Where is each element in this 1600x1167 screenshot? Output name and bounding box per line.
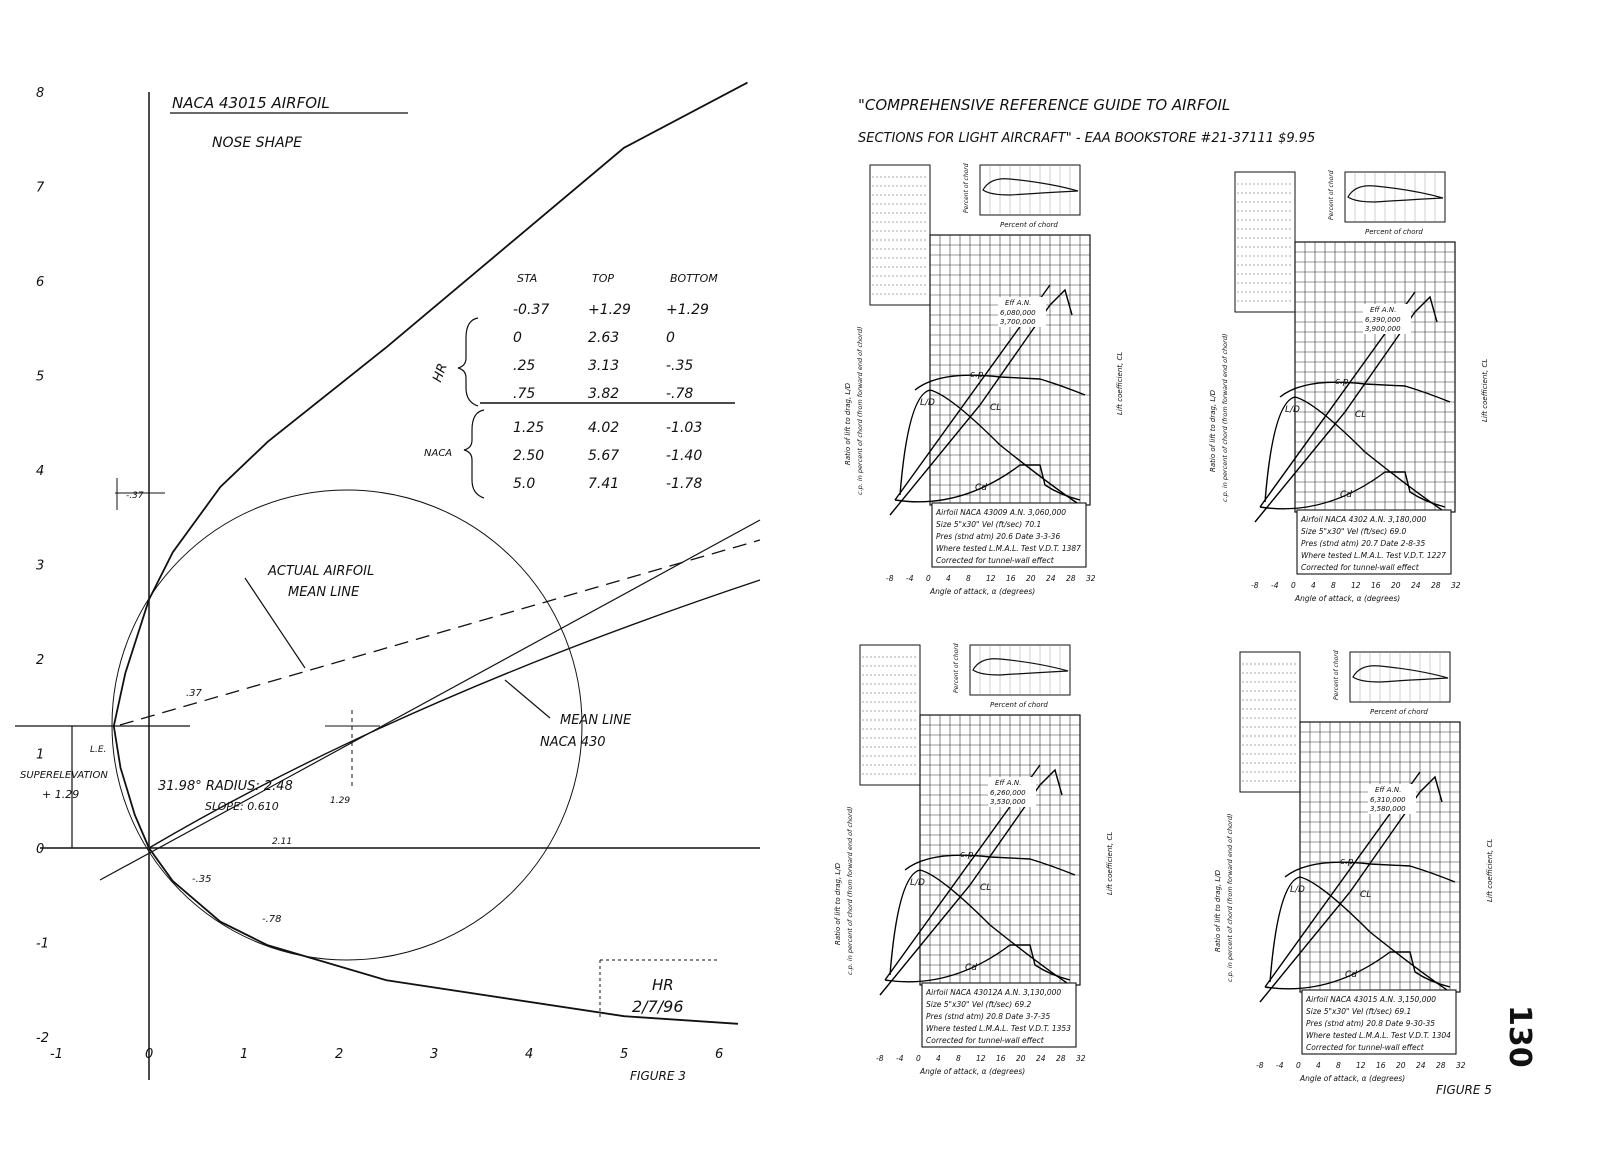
x-tick-label: 0 — [1291, 581, 1296, 590]
x-tick-label: 4 — [936, 1054, 941, 1063]
x-tick-label: 8 — [1331, 581, 1336, 590]
curve-label-ld: L/D — [1285, 405, 1300, 415]
section-side-label: Percent of chord — [1333, 650, 1340, 700]
airfoil-chart-panel — [844, 163, 1124, 596]
left-axis-label: Ratio of lift to drag, L/D — [834, 862, 842, 945]
airfoil-chart-panel — [1209, 170, 1489, 603]
table-cell: 4.02 — [588, 420, 620, 436]
plot-subtitle: NOSE SHAPE — [212, 135, 302, 151]
x-tick-label: 4 — [1316, 1061, 1321, 1070]
table-cell: .25 — [513, 358, 536, 374]
test-condition-line: Airfoil NACA 43015 A.N. 3,150,000 — [1306, 995, 1437, 1004]
label-mean-line-2: NACA 430 — [540, 735, 606, 750]
curve-label-cp: c.p. — [1340, 857, 1357, 867]
table-cell: +1.29 — [588, 302, 631, 318]
x-tick-label: 16 — [1006, 574, 1016, 583]
figure-5-caption: FIGURE 5 — [1436, 1083, 1492, 1097]
x-tick-label: 1 — [240, 1047, 249, 1062]
x-tick-label: 4 — [946, 574, 951, 583]
eff-an-value-2: 3,580,000 — [1370, 805, 1406, 813]
y-tick-label: 4 — [36, 464, 45, 479]
section-axis-label: Percent of chord — [990, 701, 1048, 709]
eff-an-value-1: 6,260,000 — [990, 789, 1026, 797]
x-tick-label: 32 — [1456, 1061, 1466, 1070]
x-tick-label: 0 — [916, 1054, 921, 1063]
figure-3-nose-shape-plot — [15, 83, 760, 1080]
x-tick-label: 20 — [1391, 581, 1401, 590]
x-tick-label: 6 — [715, 1047, 724, 1062]
table-cell: 3.82 — [588, 386, 620, 402]
right-axis-label: Lift coefficient, CL — [1481, 358, 1489, 422]
x-tick-label: -4 — [1271, 581, 1279, 590]
x-tick-label: 16 — [1371, 581, 1381, 590]
table-cell: -1.78 — [666, 476, 703, 492]
x-tick-label: 28 — [1056, 1054, 1066, 1063]
table-cell: +1.29 — [666, 302, 709, 318]
x-tick-label: 2 — [335, 1047, 344, 1062]
eff-an-value-1: 6,080,000 — [1000, 309, 1036, 317]
section-side-label: Percent of chord — [963, 163, 970, 213]
y-tick-label: 7 — [36, 180, 45, 196]
x-tick-label: 20 — [1396, 1061, 1406, 1070]
x-tick-label: 28 — [1436, 1061, 1446, 1070]
y-tick-label: 3 — [36, 558, 45, 574]
x-tick-label: 4 — [525, 1047, 534, 1062]
mean-line-leader — [505, 680, 550, 718]
airfoil-section-shape — [1348, 186, 1443, 202]
test-condition-line: Size 5"x30" Vel (ft/sec) 69.1 — [1306, 1007, 1412, 1016]
table-cell: 0 — [513, 330, 522, 346]
label-radius: 31.98° RADIUS: 2.48 — [158, 779, 293, 794]
table-group-naca: NACA — [424, 448, 453, 459]
curve-label-ld: L/D — [1290, 885, 1305, 895]
x-tick-label: 32 — [1086, 574, 1096, 583]
curve-label-cd: Cd — [975, 483, 987, 493]
curve-label-cd: Cd — [965, 963, 977, 973]
label-le-1: L.E. — [90, 745, 107, 755]
table-cell: -1.03 — [666, 420, 703, 436]
x-tick-label: 16 — [996, 1054, 1006, 1063]
section-axis-label: Percent of chord — [1000, 221, 1058, 229]
figure-3-text — [20, 86, 723, 1083]
test-condition-line: Pres (stnd atm) 20.6 Date 3-3-36 — [936, 532, 1061, 541]
table-header: BOTTOM — [670, 272, 718, 285]
eff-an-value-1: 6,310,000 — [1370, 796, 1406, 804]
x-tick-label: 8 — [956, 1054, 961, 1063]
label-dim-037b: .37 — [186, 688, 202, 699]
x-tick-label: 4 — [1311, 581, 1316, 590]
test-condition-line: Corrected for tunnel-wall effect — [1301, 563, 1419, 572]
label-slope: SLOPE: 0.610 — [205, 800, 279, 813]
eff-an-label: Eff A.N. — [995, 779, 1022, 787]
source-citation-line-1: "COMPREHENSIVE REFERENCE GUIDE TO AIRFOIL — [858, 96, 1231, 114]
plot-title: NACA 43015 AIRFOIL — [172, 94, 330, 112]
table-cell: 3.13 — [588, 358, 620, 374]
curve-label-cl: CL — [990, 403, 1002, 413]
eff-an-label: Eff A.N. — [1005, 299, 1032, 307]
table-cell: 7.41 — [588, 476, 620, 492]
left-axis-label: Ratio of lift to drag, L/D — [1209, 389, 1217, 472]
curve-label-cp: c.p. — [960, 850, 977, 860]
test-condition-line: Airfoil NACA 4302 A.N. 3,180,000 — [1301, 515, 1427, 524]
label-date: 2/7/96 — [632, 997, 684, 1016]
airfoil-chart-panel — [834, 643, 1114, 1076]
label-dim-129: 1.29 — [330, 796, 351, 806]
source-citation-line-2: SECTIONS FOR LIGHT AIRCRAFT" - EAA BOOKSTORE #21-37111 $9.95 — [858, 131, 1316, 146]
y-tick-label: 8 — [36, 86, 45, 101]
eff-an-value-2: 3,530,000 — [990, 798, 1026, 806]
table-cell: 5.0 — [513, 476, 536, 492]
airfoil-top-surface — [114, 83, 748, 727]
curve-label-cd: Cd — [1340, 490, 1352, 500]
x-axis-label: Angle of attack, α (degrees) — [930, 587, 1036, 596]
x-tick-label: 24 — [1416, 1061, 1426, 1070]
figure-5-airfoil-data-charts — [834, 96, 1537, 1097]
test-condition-line: Where tested L.M.A.L. Test V.D.T. 1387 — [936, 544, 1081, 553]
x-tick-label: -8 — [886, 574, 894, 583]
x-tick-label: 32 — [1076, 1054, 1086, 1063]
eff-an-label: Eff A.N. — [1375, 786, 1402, 794]
x-axis-label: Angle of attack, α (degrees) — [1300, 1074, 1406, 1083]
test-condition-line: Airfoil NACA 43009 A.N. 3,060,000 — [936, 508, 1067, 517]
test-condition-line: Size 5"x30" Vel (ft/sec) 69.0 — [1301, 527, 1407, 536]
table-cell: -0.37 — [513, 302, 550, 318]
y-tick-label: -1 — [36, 936, 49, 952]
x-tick-label: 8 — [1336, 1061, 1341, 1070]
x-tick-label: 28 — [1431, 581, 1441, 590]
y-tick-label: 1 — [36, 747, 45, 763]
test-condition-line: Size 5"x30" Vel (ft/sec) 69.2 — [926, 1000, 1032, 1009]
x-tick-label: -8 — [1256, 1061, 1264, 1070]
table-cell: -.78 — [666, 386, 694, 402]
test-condition-line: Where tested L.M.A.L. Test V.D.T. 1353 — [926, 1024, 1071, 1033]
x-tick-label: 24 — [1411, 581, 1421, 590]
test-condition-line: Where tested L.M.A.L. Test V.D.T. 1304 — [1306, 1031, 1451, 1040]
cp-axis-label: c.p. in percent of chord (from forward end of chord) — [856, 326, 864, 495]
y-tick-label: 0 — [36, 842, 45, 857]
eff-an-label: Eff A.N. — [1370, 306, 1397, 314]
y-tick-label: 5 — [36, 369, 45, 385]
curve-label-ld: L/D — [920, 398, 935, 408]
table-cell: 0 — [666, 330, 675, 346]
x-tick-label: 28 — [1066, 574, 1076, 583]
right-axis-label: Lift coefficient, CL — [1106, 831, 1114, 895]
cp-axis-label: c.p. in percent of chord (from forward end of chord) — [1221, 333, 1229, 502]
x-tick-label: -4 — [896, 1054, 904, 1063]
x-tick-label: -4 — [1276, 1061, 1284, 1070]
drag-coefficient-curve — [1260, 472, 1445, 509]
test-condition-line: Airfoil NACA 43012A A.N. 3,130,000 — [926, 988, 1062, 997]
test-condition-line: Pres (stnd atm) 20.8 Date 9-30-35 — [1306, 1019, 1436, 1028]
table-cell: -.35 — [666, 358, 694, 374]
section-axis-label: Percent of chord — [1370, 708, 1428, 716]
table-header: STA — [517, 272, 538, 285]
airfoil-section-shape — [983, 179, 1078, 195]
left-axis-label: Ratio of lift to drag, L/D — [844, 382, 852, 465]
airfoil-chart-panel — [1214, 650, 1494, 1083]
x-tick-label: 0 — [1296, 1061, 1301, 1070]
actual-mean-line — [120, 540, 760, 725]
x-tick-label: 32 — [1451, 581, 1461, 590]
label-dim-35: -.35 — [192, 874, 212, 885]
test-condition-line: Where tested L.M.A.L. Test V.D.T. 1227 — [1301, 551, 1446, 560]
eff-an-value-2: 3,700,000 — [1000, 318, 1036, 326]
drag-coefficient-curve — [1265, 952, 1450, 989]
right-axis-label: Lift coefficient, CL — [1116, 351, 1124, 415]
table-cell: -1.40 — [666, 448, 703, 464]
table-header: TOP — [592, 272, 615, 285]
x-tick-label: -4 — [906, 574, 914, 583]
table-cell: 2.63 — [588, 330, 620, 346]
x-tick-label: -8 — [876, 1054, 884, 1063]
curve-label-cp: c.p. — [1335, 377, 1352, 387]
test-condition-line: Corrected for tunnel-wall effect — [936, 556, 1054, 565]
x-tick-label: 5 — [620, 1047, 629, 1062]
y-tick-label: 6 — [36, 275, 45, 290]
section-side-label: Percent of chord — [953, 643, 960, 693]
label-dim-037: -.37 — [126, 491, 144, 501]
hr-brace — [458, 318, 478, 406]
x-axis-label: Angle of attack, α (degrees) — [920, 1067, 1026, 1076]
label-actual-mean-line-1: ACTUAL AIRFOIL — [268, 564, 375, 579]
section-axis-label: Percent of chord — [1365, 228, 1423, 236]
x-tick-label: 0 — [926, 574, 931, 583]
cp-axis-label: c.p. in percent of chord (from forward end of chord) — [846, 806, 854, 975]
eff-an-value-2: 3,900,000 — [1365, 325, 1401, 333]
x-tick-label: 20 — [1016, 1054, 1026, 1063]
test-condition-line: Pres (stnd atm) 20.7 Date 2-8-35 — [1301, 539, 1426, 548]
x-tick-label: 12 — [1356, 1061, 1366, 1070]
curve-label-cd: Cd — [1345, 970, 1357, 980]
x-tick-label: 24 — [1046, 574, 1056, 583]
curve-label-cp: c.p. — [970, 370, 987, 380]
curve-label-cl: CL — [980, 883, 992, 893]
label-dim-78: -.78 — [262, 914, 282, 925]
test-condition-line: Corrected for tunnel-wall effect — [1306, 1043, 1424, 1052]
table-cell: .75 — [513, 386, 536, 402]
label-actual-mean-line-2: MEAN LINE — [288, 585, 360, 600]
curve-label-cl: CL — [1355, 410, 1367, 420]
right-axis-label: Lift coefficient, CL — [1486, 838, 1494, 902]
chord-slope-line — [100, 520, 760, 880]
y-tick-label: 2 — [36, 653, 45, 668]
drag-coefficient-curve — [895, 465, 1080, 502]
x-tick-label: 0 — [145, 1047, 154, 1062]
eff-an-value-1: 6,390,000 — [1365, 316, 1401, 324]
label-signature: HR — [652, 976, 674, 994]
drag-coefficient-curve — [885, 945, 1070, 982]
x-tick-label: 8 — [966, 574, 971, 583]
y-tick-label: -2 — [36, 1031, 49, 1046]
cp-axis-label: c.p. in percent of chord (from forward end of chord) — [1226, 813, 1234, 982]
left-axis-label: Ratio of lift to drag, L/D — [1214, 869, 1222, 952]
x-tick-label: -8 — [1251, 581, 1259, 590]
table-cell: 1.25 — [513, 420, 545, 436]
label-caption: FIGURE 3 — [630, 1069, 686, 1083]
table-cell: 2.50 — [513, 448, 545, 464]
test-condition-line: Size 5"x30" Vel (ft/sec) 70.1 — [936, 520, 1042, 529]
airfoil-section-shape — [973, 659, 1068, 675]
label-mean-line-1: MEAN LINE — [560, 713, 632, 728]
section-side-label: Percent of chord — [1328, 170, 1335, 220]
curve-label-cl: CL — [1360, 890, 1372, 900]
curve-label-ld: L/D — [910, 878, 925, 888]
label-le-2: SUPERELEVATION — [20, 770, 108, 781]
label-dim-211: 2.11 — [272, 837, 293, 847]
x-tick-label: 12 — [1351, 581, 1361, 590]
x-tick-label: 12 — [986, 574, 996, 583]
x-tick-label: -1 — [50, 1047, 63, 1062]
table-cell: 5.67 — [588, 448, 620, 464]
x-tick-label: 20 — [1026, 574, 1036, 583]
x-tick-label: 3 — [430, 1047, 439, 1062]
naca-brace — [464, 410, 484, 498]
test-condition-line: Pres (stnd atm) 20.8 Date 3-7-35 — [926, 1012, 1051, 1021]
airfoil-section-shape — [1353, 666, 1448, 682]
x-tick-label: 16 — [1376, 1061, 1386, 1070]
x-tick-label: 12 — [976, 1054, 986, 1063]
table-group-hr: HR — [430, 361, 451, 385]
x-axis-label: Angle of attack, α (degrees) — [1295, 594, 1401, 603]
label-le-3: + 1.29 — [42, 788, 80, 801]
test-condition-line: Corrected for tunnel-wall effect — [926, 1036, 1044, 1045]
x-tick-label: 24 — [1036, 1054, 1046, 1063]
page-number: 130 — [1502, 1005, 1537, 1068]
